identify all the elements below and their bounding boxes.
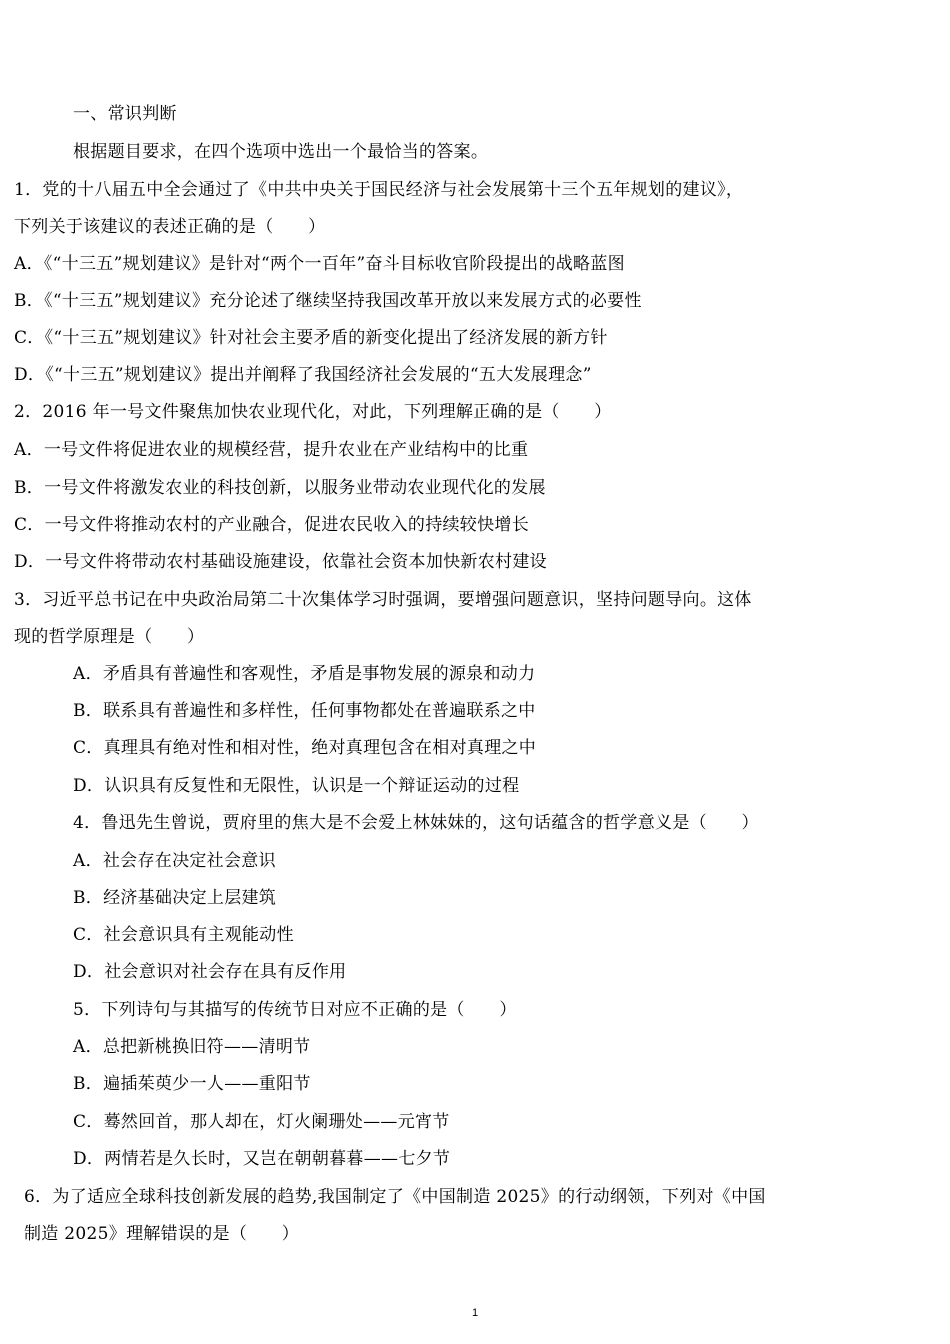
- question-3-stem-line-2: 现的哲学原理是（ ）: [14, 627, 205, 647]
- question-3-option-a: A．矛盾具有普遍性和客观性，矛盾是事物发展的源泉和动力: [73, 664, 536, 684]
- question-2-stem-line-1: 2．2016 年一号文件聚焦加快农业现代化，对此，下列理解正确的是（ ）: [14, 402, 612, 422]
- question-3-stem-line-1: 3．习近平总书记在中央政治局第二十次集体学习时强调，要增强问题意识，坚持问题导向。这体: [14, 590, 752, 610]
- question-2-option-a: A．一号文件将促进农业的规模经营，提升农业在产业结构中的比重: [14, 440, 529, 460]
- question-4-option-b: B．经济基础决定上层建筑: [73, 888, 277, 908]
- question-1-stem-line-1: 1．党的十八届五中全会通过了《中共中央关于国民经济与社会发展第十三个五年规划的建议》，: [14, 180, 744, 200]
- page-number: 1: [471, 1307, 479, 1319]
- question-4-option-d: D．社会意识对社会存在具有反作用: [73, 962, 347, 982]
- question-5-option-a: A．总把新桃换旧符——清明节: [73, 1037, 311, 1057]
- question-4-option-c: C．社会意识具有主观能动性: [73, 925, 294, 945]
- question-2-option-d: D．一号文件将带动农村基础设施建设，依靠社会资本加快新农村建设: [14, 552, 547, 572]
- question-1-option-c: C．《“十三五”规划建议》针对社会主要矛盾的新变化提出了经济发展的新方针: [14, 328, 608, 348]
- question-5-option-b: B．遍插茱萸少一人——重阳节: [73, 1074, 311, 1094]
- question-2-option-c: C．一号文件将推动农村的产业融合，促进农民收入的持续较快增长: [14, 515, 530, 535]
- question-5-option-c: C．蓦然回首，那人却在，灯火阑珊处——元宵节: [73, 1112, 450, 1132]
- question-6-stem-line-1: 6．为了适应全球科技创新发展的趋势,我国制定了《中国制造 2025》的行动纲领，下列对《中国: [24, 1187, 766, 1207]
- question-1-option-a: A．《“十三五”规划建议》是针对“两个一百年”奋斗目标收官阶段提出的战略蓝图: [14, 254, 625, 274]
- question-3-option-b: B．联系具有普遍性和多样性，任何事物都处在普遍联系之中: [73, 701, 536, 721]
- question-6-stem-line-2: 制造 2025》理解错误的是（ ）: [24, 1224, 300, 1244]
- question-1-option-b: B．《“十三五”规划建议》充分论述了继续坚持我国改革开放以来发展方式的必要性: [14, 291, 642, 311]
- section-heading: 一、常识判断: [73, 104, 177, 124]
- question-5-stem-line-1: 5．下列诗句与其描写的传统节日对应不正确的是（ ）: [73, 1000, 517, 1020]
- question-2-option-b: B．一号文件将激发农业的科技创新，以服务业带动农业现代化的发展: [14, 478, 546, 498]
- question-5-option-d: D．两情若是久长时，又岂在朝朝暮暮——七夕节: [73, 1149, 451, 1169]
- question-4-option-a: A．社会存在决定社会意识: [73, 851, 276, 871]
- question-1-option-d: D．《“十三五”规划建议》提出并阐释了我国经济社会发展的“五大发展理念”: [14, 365, 592, 385]
- question-3-option-c: C．真理具有绝对性和相对性，绝对真理包含在相对真理之中: [73, 738, 537, 758]
- section-instruction: 根据题目要求，在四个选项中选出一个最恰当的答案。: [73, 142, 489, 162]
- question-4-stem-line-1: 4．鲁迅先生曾说，贾府里的焦大是不会爱上林妹妹的，这句话蕴含的哲学意义是（ ）: [73, 813, 759, 833]
- question-1-stem-line-2: 下列关于该建议的表述正确的是（ ）: [14, 217, 326, 237]
- question-3-option-d: D．认识具有反复性和无限性，认识是一个辩证运动的过程: [73, 776, 520, 796]
